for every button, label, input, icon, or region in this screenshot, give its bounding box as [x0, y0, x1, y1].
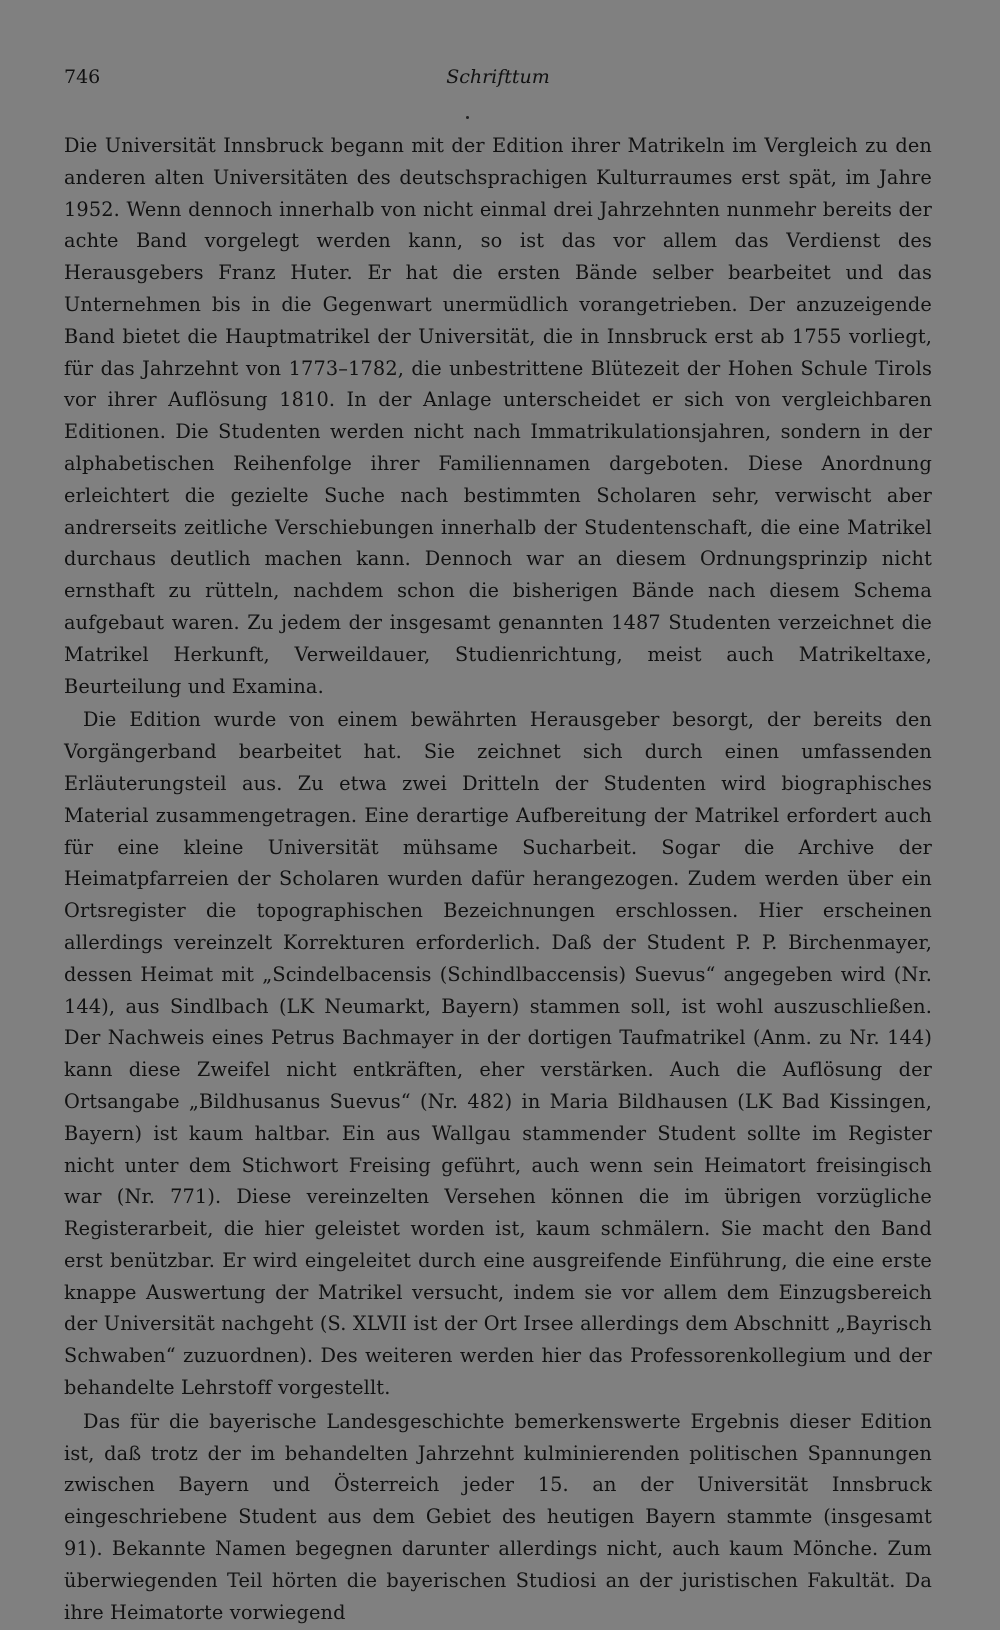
body-text: [64, 130, 932, 1630]
paragraph-2: Die Edition wurde von einem bewährten Herausgeber besorgt, der bereits den Vorgängerband bearbeitet hat. Sie zeichnet sich durch einen umfassenden Erläuterungsteil aus. Zu etwa zwei Dritteln der Studenten wird biographisches Material zusammengetragen. Eine derartige Aufbereitung der Matrikel erfordert auch für eine kleine Universität mühsame Sucharbeit. Sogar die Archive der Heimatpfarreien der Scholaren wurden dafür herangezogen. Zudem werden über ein Ortsregister die topographischen Bezeichnungen erschlossen. Hier erscheinen allerdings vereinzelt Korrekturen erforderlich. Daß der Student P. P. Birchenmayer, dessen Heimat mit „Scindelbacensis (Schindlbaccensis) Suevus“ angegeben wird (Nr. 144), aus Sindlbach (LK Neumarkt, Bayern) stammen soll, ist wohl auszuschließen. Der Nachweis eines Petrus Bachmayer in der dortigen Taufmatrikel (Anm. zu Nr. 144) kann diese Zweifel nicht entkräften, eher verstärken. Auch die Auflösung der Ortsangabe „Bildhusanus Suevus“ (Nr. 482) in Maria Bildhausen (LK Bad Kissingen, Bayern) ist kaum haltbar. Ein aus Wallgau stammender Student sollte im Register nicht unter dem Stichwort Freising geführt, auch wenn sein Heimatort freisingisch war (Nr. 771). Diese vereinzelten Versehen können die im übrigen vorzügliche Registerarbeit, die hier geleistet worden ist, kaum schmälern. Sie macht den Band erst benützbar. Er wird eingeleitet durch eine ausgreifende Einführung, die eine erste knappe Auswertung der Matrikel versucht, indem sie vor allem dem Einzugsbereich der Universität nachgeht (S. XLVII ist der Ort Irsee allerdings dem Abschnitt „Bayrisch Schwaben“ zuzuordnen). Des weiteren werden hier das Professorenkollegium und der behandelte Lehrstoff vorgestellt.: [64, 708, 932, 1400]
stray-dot-mark: [466, 116, 469, 119]
running-title: Schrifttum: [446, 66, 550, 88]
page-number: 746: [64, 66, 101, 88]
paragraph-3: Das für die bayerische Landesgeschichte bemerkenswerte Ergebnis dieser Edition ist, daß trotz der im behandelten Jahrzehnt kulminierenden politischen Spannungen zwischen Bayern und Österreich jeder 15. an der Universität Innsbruck eingeschriebene Student aus dem Gebiet des heutigen Bayern stammte (insgesamt 91). Bekannte Namen begegnen darunter allerdings nicht, auch kaum Mönche. Zum überwiegenden Teil hörten die bayerischen Studiosi an der juristischen Fakultät. Da ihre Heimatorte vorwiegend: [64, 1409, 932, 1624]
running-head: [64, 62, 932, 92]
paragraph-1: Die Universität Innsbruck begann mit der Edition ihrer Matrikeln im Vergleich zu den anderen alten Universitäten des deutschsprachigen Kulturraumes erst spät, im Jahre 1952. Wenn dennoch innerhalb von nicht einmal drei Jahrzehnten nunmehr bereits der achte Band vorgelegt werden kann, so ist das vor allem das Verdienst des Herausgebers Franz Huter. Er hat die ersten Bände selber bearbeitet und das Unternehmen bis in die Gegenwart unermüdlich vorangetrieben. Der anzuzeigende Band bietet die Hauptmatrikel der Universität, die in Innsbruck erst ab 1755 vorliegt, für das Jahrzehnt von 1773–1782, die unbestrittene Blütezeit der Hohen Schule Tirols vor ihrer Auflösung 1810. In der Anlage unterscheidet er sich von vergleichbaren Editionen. Die Studenten werden nicht nach Immatrikulationsjahren, sondern in der alphabetischen Reihenfolge ihrer Familiennamen dargeboten. Diese Anordnung erleichtert die gezielte Suche nach bestimmten Scholaren sehr, verwischt aber andrerseits zeitliche Verschiebungen innerhalb der Studentenschaft, die eine Matrikel durchaus deutlich machen kann. Dennoch war an diesem Ordnungsprinzip nicht ernsthaft zu rütteln, nachdem schon die bisherigen Bände nach diesem Schema aufgebaut waren. Zu jedem der insgesamt genannten 1487 Studenten verzeichnet die Matrikel Herkunft, Verweildauer, Studienrichtung, meist auch Matrikeltaxe, Beurteilung und Examina.: [64, 134, 932, 698]
